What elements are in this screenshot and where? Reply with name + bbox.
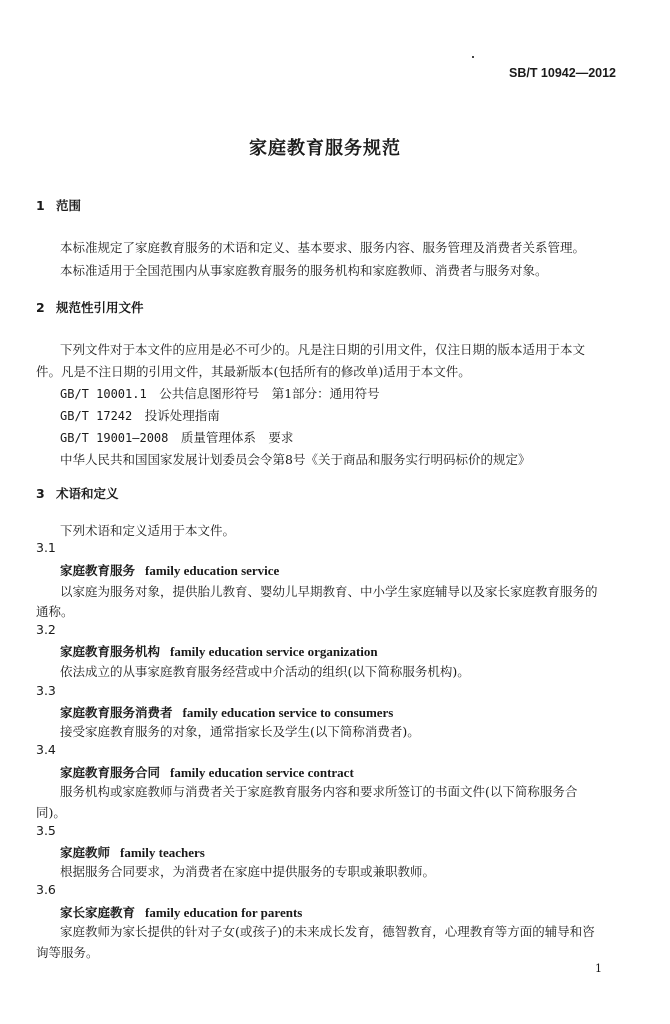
paragraph: 本标准规定了家庭教育服务的术语和定义、基本要求、服务内容、服务管理及消费者关系管理。 (60, 240, 586, 255)
term-en: family teachers (120, 845, 205, 860)
term-zh: 家长家庭教育 (60, 905, 136, 920)
term-title (60, 703, 393, 721)
term-definition: 接受家庭教育服务的对象，通常指家长及学生(以下简称消费者)。 (60, 724, 420, 739)
term-definition: 询等服务。 (36, 945, 99, 960)
reference-item (60, 384, 380, 402)
section-title: 范围 (56, 198, 82, 213)
term-definition: 同)。 (36, 805, 66, 820)
reference-code: GB/T 17242 (60, 409, 133, 423)
term-title (60, 642, 378, 660)
paragraph: 件。凡是不注日期的引用文件，其最新版本(包括所有的修改单)适用于本文件。 (36, 364, 471, 379)
term-en: family education service to consumers (182, 705, 394, 720)
term-zh: 家庭教育服务机构 (60, 644, 161, 659)
term-zh: 家庭教育服务消费者 (60, 705, 173, 720)
section-heading-3 (36, 484, 119, 502)
term-definition: 家庭教师为家长提供的针对子女(或孩子)的未来成长发育，德智教育，心理教育等方面的辅导和咨 (60, 924, 595, 939)
term-definition: 以家庭为服务对象，提供胎儿教育、婴幼儿早期教育、中小学生家庭辅导以及家长家庭教育服务的 (60, 584, 598, 599)
term-number: 3.3 (36, 683, 56, 698)
term-title (60, 763, 354, 781)
term-en: family education service organization (170, 644, 378, 659)
section-number: 1 (36, 198, 45, 213)
reference-title: 公共信息图形符号 第1部分：通用符号 (159, 386, 380, 401)
page-title: 家庭教育服务规范 (249, 138, 401, 159)
reference-item (60, 428, 293, 446)
term-definition: 依法成立的从事家庭教育服务经营或中介活动的组织(以下简称服务机构)。 (60, 664, 470, 679)
term-zh: 家庭教育服务 (60, 563, 136, 578)
term-number: 3.6 (36, 882, 56, 897)
reference-item: 中华人民共和国国家发展计划委员会令第8号《关于商品和服务实行明码标价的规定》 (60, 452, 531, 467)
term-zh: 家庭教育服务合同 (60, 765, 161, 780)
term-definition: 根据服务合同要求，为消费者在家庭中提供服务的专职或兼职教师。 (60, 864, 436, 879)
paragraph: 本标准适用于全国范围内从事家庭教育服务的服务机构和家庭教师、消费者与服务对象。 (60, 263, 548, 278)
section-number: 3 (36, 486, 45, 501)
scan-speck (472, 56, 474, 58)
term-definition: 通称。 (36, 604, 74, 619)
reference-code: GB/T 19001—2008 (60, 431, 169, 445)
reference-code: GB/T 10001.1 (60, 387, 147, 401)
section-number: 2 (36, 300, 45, 315)
reference-item (60, 406, 220, 424)
paragraph: 下列文件对于本文件的应用是必不可少的。凡是注日期的引用文件，仅注日期的版本适用于本文 (60, 342, 586, 357)
term-en: family education for parents (145, 905, 303, 920)
term-en: family education service (145, 563, 280, 578)
section-heading-1 (36, 196, 81, 214)
term-title (60, 843, 205, 861)
term-number: 3.5 (36, 823, 56, 838)
term-number: 3.1 (36, 540, 56, 555)
term-definition: 服务机构或家庭教师与消费者关于家庭教育服务内容和要求所签订的书面文件(以下简称服务合 (60, 784, 578, 799)
section-title: 术语和定义 (56, 486, 119, 501)
term-title (60, 561, 279, 579)
term-number: 3.2 (36, 622, 56, 637)
standard-code: SB/T 10942—2012 (508, 66, 616, 80)
paragraph: 下列术语和定义适用于本文件。 (60, 523, 236, 538)
term-number: 3.4 (36, 742, 56, 757)
section-title: 规范性引用文件 (56, 300, 144, 315)
term-en: family education service contract (170, 765, 354, 780)
term-zh: 家庭教师 (60, 845, 111, 860)
section-heading-2 (36, 298, 144, 316)
page-number: 1 (595, 962, 602, 975)
term-title (60, 903, 302, 921)
reference-title: 投诉处理指南 (144, 408, 220, 423)
reference-title: 质量管理体系 要求 (180, 430, 294, 445)
